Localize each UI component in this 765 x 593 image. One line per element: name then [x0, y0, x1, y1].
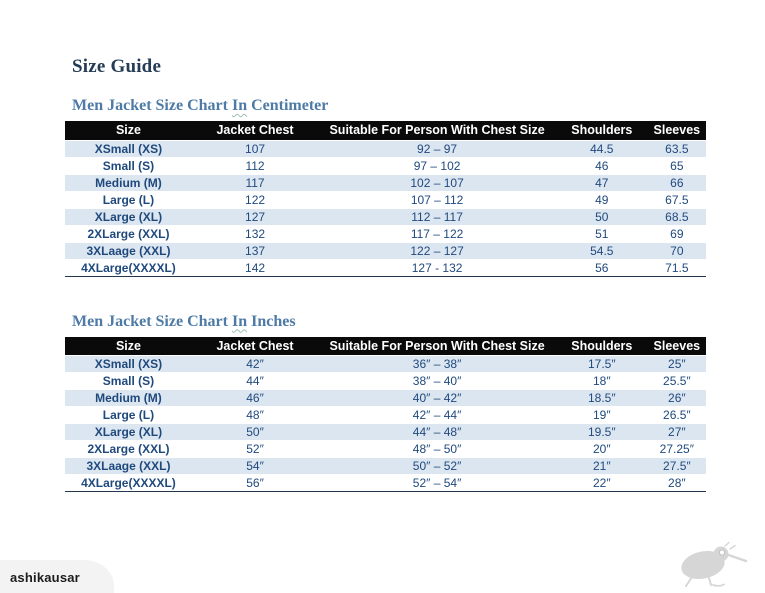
table-row — [65, 259, 706, 276]
page-title: Size Guide — [72, 56, 162, 77]
table-row — [65, 157, 706, 174]
table-row — [65, 424, 706, 441]
size-cell: 2XLarge (XXL) — [87, 226, 170, 241]
value-cell: 107 — [245, 141, 266, 156]
watermark-tab — [0, 560, 114, 593]
size-cell: Small (S) — [102, 374, 155, 388]
value-cell: 40″ – 42″ — [412, 391, 462, 405]
column-header: Sleeves — [648, 121, 706, 140]
value-cell: 25.5″ — [663, 374, 691, 388]
spellcheck-squiggle-word: In — [231, 312, 248, 330]
size-cell: Medium (M) — [95, 391, 162, 405]
value-cell: 67.5 — [665, 192, 689, 207]
value-cell: 54″ — [246, 459, 264, 473]
size-cell: 4XLarge(XXXXL) — [81, 476, 176, 490]
size-cell: XSmall (XS) — [94, 141, 163, 156]
size-cell: Large (L) — [102, 192, 155, 207]
value-cell: 50 — [595, 209, 609, 224]
value-cell: 42″ — [246, 357, 264, 371]
value-cell: 112 — [245, 158, 265, 173]
size-cell: Large (L) — [102, 408, 155, 422]
value-cell: 27.5″ — [663, 459, 691, 473]
value-cell: 26″ — [668, 391, 686, 405]
table-row — [65, 225, 706, 242]
value-cell: 52″ — [246, 442, 264, 456]
size-cell: 2XLarge (XXL) — [87, 442, 170, 456]
size-cell: 3XLaage (XXL) — [86, 243, 171, 258]
value-cell: 49 — [595, 192, 609, 207]
value-cell: 20″ — [593, 442, 611, 456]
value-cell: 71.5 — [665, 260, 689, 275]
value-cell: 52″ – 54″ — [412, 476, 462, 490]
column-header: Shoulders — [556, 121, 648, 140]
size-cell: 4XLarge(XXXXL) — [81, 260, 176, 275]
value-cell: 122 – 127 — [410, 243, 464, 258]
column-header: Suitable For Person With Chest Size — [318, 121, 556, 140]
column-header: Size — [65, 121, 192, 140]
heading-text-part2: Inches — [247, 312, 296, 330]
value-cell: 46″ — [246, 391, 264, 405]
value-cell: 42″ – 44″ — [412, 408, 462, 422]
spellcheck-squiggle-word: In — [231, 97, 248, 114]
value-cell: 48″ – 50″ — [412, 442, 462, 456]
table-row — [65, 407, 706, 424]
heading-text-part1: Men Jacket Size Chart — [72, 312, 232, 330]
value-cell: 48″ — [246, 408, 264, 422]
size-cell: XSmall (XS) — [94, 357, 163, 371]
value-cell: 56″ — [246, 476, 264, 490]
value-cell: 66 — [670, 175, 684, 190]
size-cell: XLarge (XL) — [94, 425, 163, 439]
value-cell: 56 — [595, 260, 609, 275]
column-header: Jacket Chest — [192, 337, 318, 356]
value-cell: 127 - 132 — [411, 260, 463, 275]
value-cell: 63.5 — [665, 141, 689, 156]
value-cell: 54.5 — [590, 243, 614, 258]
heading-text-part1: Men Jacket Size Chart — [72, 97, 232, 114]
value-cell: 127 — [245, 209, 266, 224]
watermark-text: ashikausar — [10, 570, 80, 585]
table-row — [65, 174, 706, 191]
value-cell: 137 — [245, 243, 266, 258]
value-cell: 27.25″ — [659, 442, 694, 456]
value-cell: 68.5 — [665, 209, 689, 224]
value-cell: 22″ — [593, 476, 611, 490]
size-chart-inches-table — [65, 337, 706, 493]
value-cell: 26.5″ — [663, 408, 691, 422]
size-chart-centimeter-table — [65, 121, 706, 277]
value-cell: 102 – 107 — [410, 175, 464, 190]
table-row — [65, 140, 706, 157]
table-row — [65, 208, 706, 225]
value-cell: 25″ — [668, 357, 686, 371]
kiwi-logo-icon — [655, 541, 751, 587]
table-row — [65, 373, 706, 390]
value-cell: 132 — [245, 226, 266, 241]
value-cell: 27″ — [668, 425, 686, 439]
column-header: Sleeves — [648, 337, 706, 356]
value-cell: 112 – 117 — [411, 209, 463, 224]
value-cell: 122 — [245, 192, 266, 207]
value-cell: 50″ — [246, 425, 264, 439]
column-header: Shoulders — [556, 337, 648, 356]
table-row — [65, 441, 706, 458]
value-cell: 28″ — [668, 476, 686, 490]
section-heading-centimeter — [72, 97, 765, 115]
value-cell: 44″ – 48″ — [412, 425, 462, 439]
value-cell: 47 — [595, 175, 609, 190]
section-heading-inches — [72, 313, 765, 331]
table-header-row — [65, 121, 706, 140]
value-cell: 117 — [245, 175, 265, 190]
value-cell: 44.5 — [590, 141, 614, 156]
value-cell: 92 – 97 — [417, 141, 458, 156]
value-cell: 69 — [670, 226, 684, 241]
table-row — [65, 242, 706, 259]
table-row — [65, 475, 706, 492]
value-cell: 46 — [595, 158, 609, 173]
value-cell: 65 — [670, 158, 684, 173]
value-cell: 44″ — [246, 374, 264, 388]
column-header: Suitable For Person With Chest Size — [318, 337, 556, 356]
value-cell: 51 — [595, 226, 609, 241]
table-row — [65, 458, 706, 475]
size-cell: 3XLaage (XXL) — [86, 459, 171, 473]
value-cell: 19.5″ — [588, 425, 616, 439]
value-cell: 18″ — [593, 374, 611, 388]
size-cell: Medium (M) — [95, 175, 162, 190]
value-cell: 19″ — [593, 408, 611, 422]
value-cell: 38″ – 40″ — [412, 374, 462, 388]
size-cell: Small (S) — [102, 158, 155, 173]
value-cell: 21″ — [593, 459, 611, 473]
column-header: Size — [65, 337, 192, 356]
table-row — [65, 390, 706, 407]
value-cell: 18.5″ — [588, 391, 616, 405]
value-cell: 117 – 122 — [410, 226, 464, 241]
value-cell: 36″ – 38″ — [412, 357, 462, 371]
value-cell: 70 — [670, 243, 684, 258]
value-cell: 142 — [245, 260, 266, 275]
column-header: Jacket Chest — [192, 121, 318, 140]
table-header-row — [65, 337, 706, 356]
table-row — [65, 191, 706, 208]
size-cell: XLarge (XL) — [94, 209, 163, 224]
value-cell: 50″ – 52″ — [412, 459, 462, 473]
table-row — [65, 356, 706, 373]
heading-text-part2: Centimeter — [247, 97, 329, 114]
value-cell: 97 – 102 — [413, 158, 461, 173]
value-cell: 17.5″ — [588, 357, 616, 371]
value-cell: 107 – 112 — [410, 192, 464, 207]
